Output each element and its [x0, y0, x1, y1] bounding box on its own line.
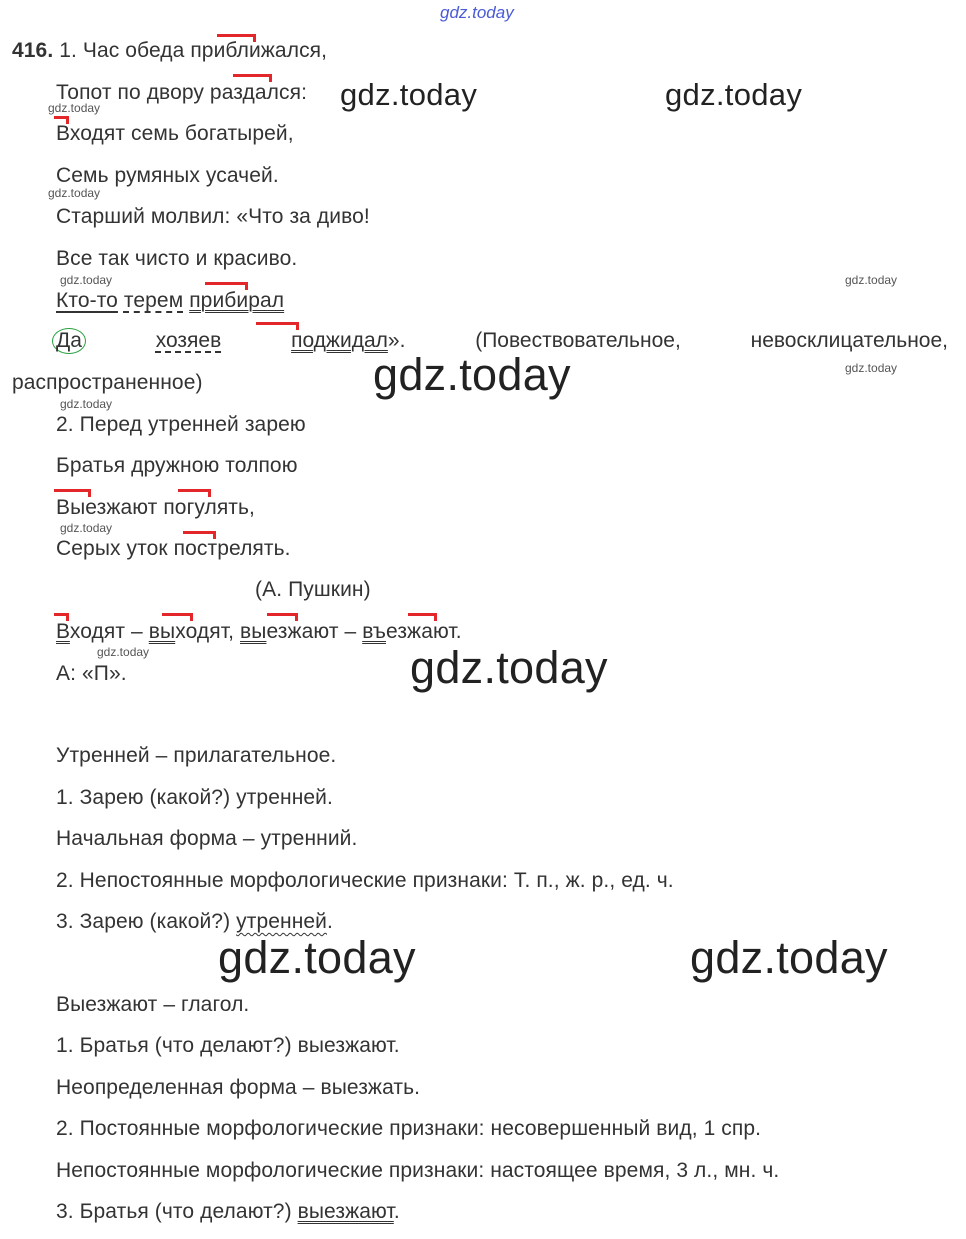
poem2-line4: Серых уток пострелять. — [56, 537, 291, 560]
morpheme-mark — [205, 282, 248, 290]
predicate-word: прибирал — [189, 289, 285, 312]
poem-author: (А. Пушкин) — [255, 578, 371, 601]
morpheme-mark — [54, 489, 91, 497]
morpheme-mark — [54, 116, 69, 124]
analysis2-line5: Непостоянные морфологические признаки: настоящее время, 3 л., мн. ч. — [56, 1159, 780, 1182]
word-rest: ходят, — [175, 620, 235, 643]
watermark-large: gdz.today — [218, 932, 416, 983]
analysis1-line1: Утренней – прилагательное. — [56, 744, 337, 767]
analysis1-line4: 2. Непостоянные морфологические признаки: Т. п., ж. р., ед. ч. — [56, 869, 674, 892]
poem1-line1 — [12, 38, 327, 64]
analysis2-line3: Неопределенная форма – выезжать. — [56, 1076, 421, 1099]
subject-word: Кто-то — [56, 289, 118, 312]
prefix-part: вы — [240, 620, 267, 643]
analysis1-line2: 1. Зарею (какой?) утренней. — [56, 786, 333, 809]
prefix-part: В — [56, 620, 70, 643]
word-pairs — [56, 619, 462, 645]
prefix-part: вы — [148, 620, 176, 643]
poem1-line4: Семь румяных усачей. — [56, 164, 279, 187]
poem2-line1: 2. Перед утренней зарею — [56, 413, 306, 436]
word-rest: езжают. — [386, 620, 462, 643]
morpheme-mark — [233, 74, 272, 82]
watermark-large: gdz.today — [373, 349, 571, 400]
morpheme-mark — [183, 531, 216, 539]
poem1-line7 — [56, 288, 284, 314]
answer: А: «П». — [56, 662, 127, 685]
morpheme-mark — [267, 613, 298, 621]
classification-2: невосклицательное, — [750, 329, 948, 352]
attribute-word: утренней — [236, 910, 328, 933]
analysis2-line4: 2. Постоянные морфологические признаки: несовершенный вид, 1 спр. — [56, 1117, 762, 1140]
morpheme-mark — [408, 613, 437, 621]
dash: – — [338, 620, 363, 643]
analysis2-line2: 1. Братья (что делают?) выезжают. — [56, 1034, 400, 1057]
analysis2-line6 — [56, 1199, 400, 1225]
watermark-small: gdz.today — [60, 521, 113, 535]
analysis1-line3: Начальная форма – утренний. — [56, 827, 358, 850]
prefix-part: въ — [362, 620, 386, 643]
watermark-small: gdz.today — [845, 273, 898, 287]
poem2-line2: Братья дружною толпою — [56, 454, 298, 477]
poem1-line1-text: 1. Час обеда приближался, — [59, 39, 328, 62]
poem1-line6: Все так чисто и красиво. — [56, 247, 298, 270]
watermark-large: gdz.today — [340, 77, 478, 112]
morpheme-mark — [217, 34, 256, 42]
analysis2-line1: Выезжают – глагол. — [56, 993, 250, 1016]
morpheme-mark — [256, 322, 299, 330]
quote-end: ». — [387, 329, 406, 352]
morpheme-mark — [162, 613, 193, 621]
predicate-word: поджидал — [291, 329, 388, 352]
watermark-small: gdz.today — [60, 397, 113, 411]
poem1-line5: Старший молвил: «Что за диво! — [56, 205, 370, 228]
poem2-line3: Выезжают погулять, — [56, 496, 255, 519]
poem1-line3: Входят семь богатырей, — [56, 122, 294, 145]
dash: – — [125, 620, 149, 643]
watermark-large: gdz.today — [410, 642, 608, 693]
task-number: 416. — [12, 39, 54, 62]
conjunction-circle: Да — [52, 328, 86, 354]
analysis2-line6-text: 3. Братья (что делают?) — [56, 1200, 298, 1223]
predicate-word: выезжают — [297, 1200, 394, 1223]
poem1-line9: распространенное) — [12, 371, 203, 394]
object-word: хозяев — [155, 329, 222, 352]
period: . — [327, 910, 333, 933]
watermark-small: gdz.today — [48, 186, 101, 200]
watermark-top: gdz.today — [440, 3, 514, 22]
word-rest: езжают — [266, 620, 339, 643]
object-word: терем — [123, 289, 184, 312]
morpheme-mark — [178, 489, 211, 497]
classification-1: (Повествовательное, — [475, 329, 681, 352]
morpheme-mark — [54, 613, 69, 621]
word-rest: ходят — [69, 620, 126, 643]
watermark-small: gdz.today — [97, 645, 150, 659]
watermark-large: gdz.today — [690, 932, 888, 983]
watermark-small: gdz.today — [48, 101, 101, 115]
period: . — [393, 1200, 400, 1223]
watermark-large: gdz.today — [665, 77, 803, 112]
watermark-small: gdz.today — [60, 273, 113, 287]
analysis1-line5-text: 3. Зарею (какой?) — [56, 910, 237, 933]
poem1-line2: Топот по двору раздался: — [56, 81, 308, 104]
watermark-small: gdz.today — [845, 361, 898, 375]
